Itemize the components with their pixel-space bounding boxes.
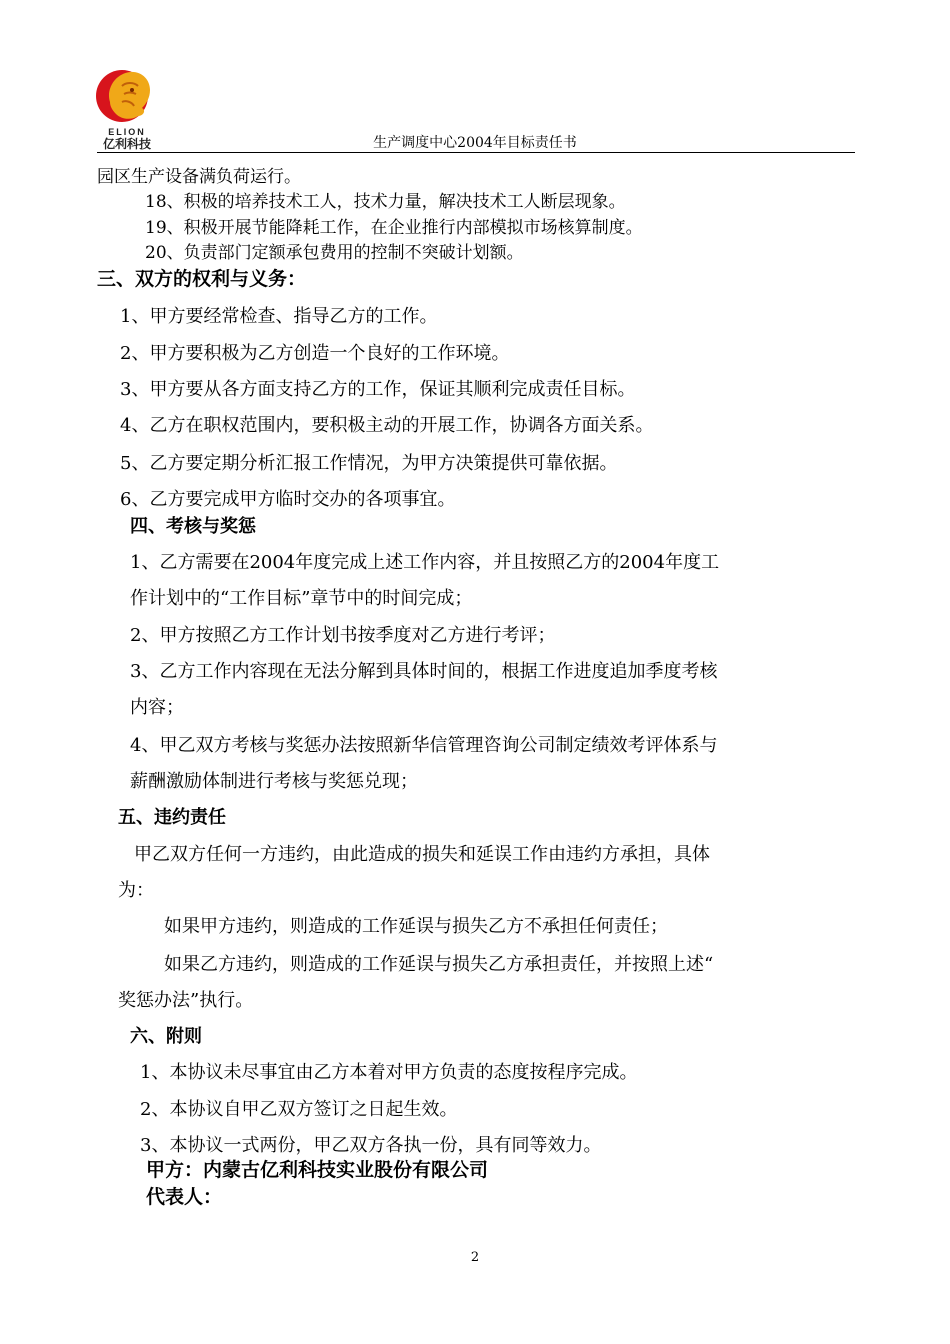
company-logo-icon	[92, 62, 158, 128]
sec4-item-1-line-1: 1、乙方需要在2004年度完成上述工作内容，并且按照乙方的2004年度工	[130, 552, 720, 573]
sec4-item-4-line-1: 4、甲乙双方考核与奖惩办法按照新华信管理咨询公司制定绩效考评体系与	[130, 735, 718, 756]
section-4-heading: 四、考核与奖惩	[130, 516, 256, 537]
sec5-paragraph-2: 如果甲方违约，则造成的工作延误与损失乙方不承担任何责任；	[164, 916, 668, 937]
section-3-heading: 三、双方的权利与义务：	[97, 268, 307, 290]
logo-english: ELION	[108, 127, 146, 137]
page-number: 2	[470, 1250, 480, 1265]
sec3-item-2: 2、甲方要积极为乙方创造一个良好的工作环境。	[120, 343, 510, 364]
sec5-paragraph-1-line-2: 为：	[118, 880, 154, 901]
sec6-item-3: 3、本协议一式两份，甲乙双方各执一份，具有同等效力。	[140, 1135, 602, 1156]
sec5-paragraph-1-line-1: 甲乙双方任何一方违约，由此造成的损失和延误工作由违约方承担，具体	[134, 844, 710, 865]
section-6-heading: 六、附则	[130, 1026, 202, 1047]
list-item-20: 20、负责部门定额承包费用的控制不突破计划额。	[145, 243, 524, 263]
sec3-item-6: 6、乙方要完成甲方临时交办的各项事宜。	[120, 489, 456, 510]
sec6-item-2: 2、本协议自甲乙双方签订之日起生效。	[140, 1099, 458, 1120]
sec3-item-5: 5、乙方要定期分析汇报工作情况，为甲方决策提供可靠依据。	[120, 453, 618, 474]
sec3-item-3: 3、甲方要从各方面支持乙方的工作，保证其顺利完成责任目标。	[120, 379, 636, 400]
sec6-item-1: 1、本协议未尽事宜由乙方本着对甲方负责的态度按程序完成。	[140, 1062, 638, 1083]
logo-chinese: 亿利科技	[102, 137, 151, 151]
party-a-signature-line: 甲方：内蒙古亿利科技实业股份有限公司	[146, 1159, 489, 1181]
sec3-item-1: 1、甲方要经常检查、指导乙方的工作。	[120, 306, 438, 327]
sec4-item-3-line-2: 内容；	[130, 697, 184, 718]
sec5-paragraph-3-line-2: 奖惩办法”执行。	[118, 990, 254, 1011]
sec4-item-4-line-2: 薪酬激励体制进行考核与奖惩兑现；	[130, 771, 418, 792]
representative-label: 代表人：	[146, 1186, 223, 1208]
sec4-item-3-line-1: 3、乙方工作内容现在无法分解到具体时间的，根据工作进度追加季度考核	[130, 661, 718, 682]
list-item-19: 19、积极开展节能降耗工作，在企业推行内部模拟市场核算制度。	[145, 218, 643, 238]
header-title: 生产调度中心2004年目标责任书	[373, 135, 577, 151]
sec3-item-4: 4、乙方在职权范围内，要积极主动的开展工作，协调各方面关系。	[120, 415, 654, 436]
sec4-item-1-line-2: 作计划中的“工作目标”章节中的时间完成；	[130, 588, 473, 609]
sec5-paragraph-3-line-1: 如果乙方违约，则造成的工作延误与损失乙方承担责任，并按照上述“	[164, 954, 714, 975]
section-5-heading: 五、违约责任	[118, 807, 226, 828]
header-divider	[97, 152, 855, 153]
sec4-item-2: 2、甲方按照乙方工作计划书按季度对乙方进行考评；	[130, 625, 556, 646]
list-item-18: 18、积极的培养技术工人，技术力量，解决技术工人断层现象。	[145, 192, 626, 212]
continuation-line: 园区生产设备满负荷运行。	[97, 167, 301, 187]
